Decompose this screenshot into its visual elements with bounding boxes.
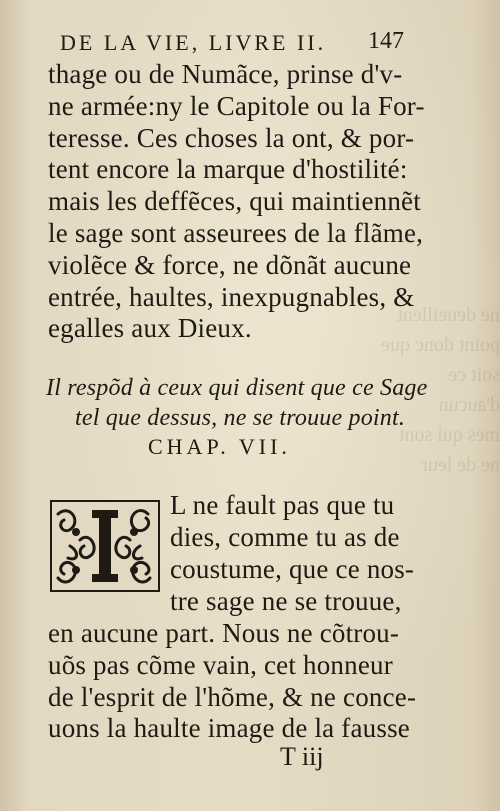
text-line: ne armée:ny le Capitole ou la For-	[48, 91, 425, 121]
text-line: coustume, que ce nos-	[170, 554, 415, 584]
text-line: tent encore la marque d'hostilité:	[48, 154, 408, 184]
text-line: violẽce & force, ne dõnãt aucune	[48, 250, 412, 280]
text-line: uons la haulte image de la fausse	[48, 713, 410, 743]
signature-mark: T iij	[280, 742, 324, 771]
text-line: thage ou de Numãce, prinse d'v-	[48, 59, 403, 89]
text-line: egalles aux Dieux.	[48, 313, 252, 343]
text-line: uõs pas cõme vain, cet honneur	[48, 650, 393, 680]
text-line: L ne fault pas que tu	[170, 490, 395, 520]
text-line: tre sage ne se trouue,	[170, 586, 402, 616]
text-line: teresse. Ces choses la ont, & por-	[48, 123, 415, 153]
text-line: le sage sont asseurees de la flãme,	[48, 218, 424, 248]
page-number: 147	[368, 28, 404, 54]
running-head-title: DE LA VIE, LIVRE II.	[60, 30, 327, 55]
text-line: dies, comme tu as de	[170, 522, 400, 552]
summary-line: tel que dessus, ne se trouue point.	[75, 405, 406, 431]
text-line: en aucune part. Nous ne cõtrou-	[48, 618, 400, 648]
chapter-heading: CHAP. VII.	[148, 434, 291, 459]
text-line: de l'esprit de l'hõme, & ne conce-	[48, 682, 417, 712]
decorated-initial-letter	[50, 500, 160, 592]
show-through-text: ne deueillent point donc que soit ce d'aucun mes qui sont ne de leur	[381, 304, 500, 476]
svg-text:I: I	[104, 557, 106, 559]
text-line: entrée, haultes, inexpugnables, &	[48, 282, 415, 312]
text-line: mais les deffẽces, qui maintiennẽt	[48, 186, 421, 216]
summary-line: Il respõd à ceux qui disent que ce Sage	[46, 375, 428, 401]
